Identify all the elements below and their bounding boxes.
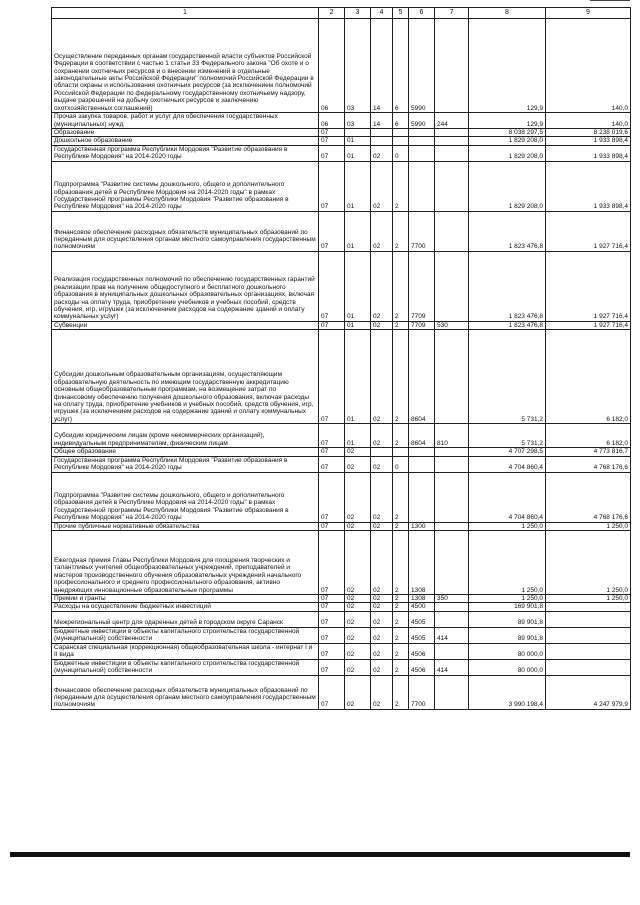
row-value-cell: 01	[345, 161, 371, 211]
header-col-1: 1	[52, 8, 319, 19]
row-value-cell: 4 707 298,5	[469, 448, 546, 456]
row-value-cell: 07	[319, 137, 345, 145]
row-value-cell: 02	[371, 145, 393, 161]
row-value-cell: 01	[345, 211, 371, 251]
row-value-cell: 2	[393, 627, 409, 643]
row-value-cell: 2	[393, 472, 409, 522]
row-value-cell: 06	[319, 113, 345, 129]
row-value-cell: 01	[345, 321, 371, 329]
row-value-cell: 1 829 208,0	[469, 145, 546, 161]
row-name-cell: Саранская специальная (коррекционная) общеобразовательная школа - интернат I и II вида	[52, 643, 319, 659]
row-value-cell	[435, 472, 469, 522]
row-value-cell: 2	[393, 161, 409, 211]
row-name-cell: Бюджетные инвестиции в объекты капитального строительства государственной (муниципальной) собственности	[52, 627, 319, 643]
row-value-cell: 02	[345, 659, 371, 675]
row-value-cell	[409, 472, 435, 522]
row-value-cell: 5 731,2	[469, 330, 546, 424]
row-value-cell: 6	[393, 113, 409, 129]
row-value-cell	[435, 129, 469, 137]
row-value-cell	[546, 643, 631, 659]
row-value-cell: 07	[319, 472, 345, 522]
table-row	[52, 113, 631, 129]
row-value-cell: 01	[345, 137, 371, 145]
row-value-cell: 07	[319, 595, 345, 603]
row-value-cell: 14	[371, 113, 393, 129]
row-value-cell: 02	[345, 643, 371, 659]
table-row	[52, 137, 631, 145]
row-name-cell: Субсидии юридическим лицам (кроме некоммерческих организаций), индивидуальным предпринимателям, физическим лицам	[52, 424, 319, 448]
row-value-cell: 1 829 208,0	[469, 161, 546, 211]
table-row	[52, 19, 631, 113]
row-value-cell: 03	[345, 19, 371, 113]
row-value-cell	[393, 129, 409, 137]
row-value-cell: 414	[435, 627, 469, 643]
row-name-cell: Прочая закупка товаров, работ и услуг для обеспечения государственных (муниципальных) нужд	[52, 113, 319, 129]
row-value-cell: 4 768 176,6	[546, 456, 631, 472]
row-value-cell: 02	[371, 251, 393, 321]
row-value-cell: 1 823 476,8	[469, 251, 546, 321]
row-value-cell: 01	[345, 330, 371, 424]
row-value-cell: 02	[371, 472, 393, 522]
row-value-cell: 02	[371, 211, 393, 251]
row-value-cell: 02	[345, 472, 371, 522]
row-value-cell: 1300	[409, 522, 435, 530]
row-name-cell: Общее образование	[52, 448, 319, 456]
row-name-cell: Государственная программа Республики Мордовия "Развитие образования в Республике Мордовия" на 2014-2020 годы	[52, 456, 319, 472]
row-value-cell: 5 731,2	[469, 424, 546, 448]
row-value-cell: 07	[319, 145, 345, 161]
table-row	[52, 424, 631, 448]
row-value-cell	[393, 448, 409, 456]
row-name-cell: Дошкольное образование	[52, 137, 319, 145]
row-value-cell: 1 250,0	[469, 531, 546, 595]
table-row	[52, 603, 631, 611]
row-name-cell: Осуществление переданных органам государственной власти субъектов Российской Федерации в соответствии с частью 1 статьи 33 Федерального закона "Об охоте и о сохранении охотничьих ресурсов и о внесении изменений в отдельные законодательные акты Российской Федерации" полномочий Российской Федерации в области охраны и использования охотничьих ресурсов (за исключением полномочий Российской Федерации по федеральному государственному охотничьему надзору, выдаче разрешений на добычу охотничьих ресурсов и заключению охотхозяйственных соглашений)	[52, 19, 319, 113]
bottom-rule	[10, 852, 630, 857]
row-value-cell: 4505	[409, 627, 435, 643]
row-value-cell: 07	[319, 448, 345, 456]
row-value-cell: 4 768 176,6	[546, 472, 631, 522]
row-value-cell	[435, 211, 469, 251]
row-value-cell: 02	[371, 643, 393, 659]
top-rule	[590, 0, 630, 4]
row-value-cell	[435, 522, 469, 530]
row-value-cell: 02	[371, 611, 393, 627]
row-value-cell: 02	[371, 456, 393, 472]
row-value-cell	[546, 627, 631, 643]
row-value-cell: 02	[345, 595, 371, 603]
row-name-cell: Бюджетные инвестиции в объекты капитального строительства государственной (муниципальной) собственности	[52, 659, 319, 675]
row-value-cell: 07	[319, 603, 345, 611]
row-value-cell: 02	[345, 627, 371, 643]
row-name-cell: Государственная программа Республики Мордовия "Развитие образования в Республике Мордовия" на 2014-2020 годы	[52, 145, 319, 161]
row-value-cell: 02	[345, 531, 371, 595]
row-value-cell	[546, 603, 631, 611]
row-value-cell: 4500	[409, 603, 435, 611]
row-value-cell: 07	[319, 330, 345, 424]
row-value-cell	[435, 531, 469, 595]
table-row	[52, 627, 631, 643]
row-value-cell: 1 933 898,4	[546, 137, 631, 145]
row-value-cell: 02	[371, 161, 393, 211]
row-value-cell	[435, 145, 469, 161]
table-row	[52, 675, 631, 709]
row-value-cell: 2	[393, 531, 409, 595]
table-row	[52, 456, 631, 472]
row-value-cell	[409, 456, 435, 472]
row-value-cell	[409, 448, 435, 456]
row-value-cell	[435, 161, 469, 211]
row-value-cell	[435, 611, 469, 627]
table-row	[52, 251, 631, 321]
row-value-cell	[435, 448, 469, 456]
row-value-cell: 414	[435, 659, 469, 675]
table-row	[52, 472, 631, 522]
row-value-cell: 07	[319, 129, 345, 137]
row-value-cell: 02	[371, 321, 393, 329]
row-value-cell: 07	[319, 522, 345, 530]
row-value-cell: 01	[345, 424, 371, 448]
row-value-cell	[435, 643, 469, 659]
row-value-cell: 07	[319, 211, 345, 251]
row-value-cell: 0	[393, 456, 409, 472]
row-value-cell: 03	[345, 113, 371, 129]
table-row	[52, 659, 631, 675]
row-value-cell: 2	[393, 424, 409, 448]
row-value-cell: 07	[319, 251, 345, 321]
row-name-cell: Реализация государственных полномочий по обеспечению государственных гарантий реализации прав на получение общедоступного и бесплатного дошкольного образования в муниципальных дошкольных образовательных организациях, включая расходы на оплату труда, приобретение учебников и учебных пособий, средств обучения, игр, игрушек (за исключением расходов на содержание зданий и оплату коммунальных услуг)	[52, 251, 319, 321]
row-name-cell: Ежегодная премия Главы Республики Мордовия для поощрения творческих и талантливых учителей общеобразовательных учреждений, преподавателей и мастеров производственного обучения образовательных учреждений начального профессионального и среднего профессионального образования, активно внедряющих инновационные образовательные программы	[52, 531, 319, 595]
row-value-cell: 6	[393, 19, 409, 113]
table-header-row	[52, 8, 631, 19]
row-value-cell: 02	[371, 675, 393, 709]
row-value-cell: 1 250,0	[469, 595, 546, 603]
row-name-cell: Премии и гранты	[52, 595, 319, 603]
row-value-cell	[546, 659, 631, 675]
row-value-cell: 2	[393, 643, 409, 659]
row-value-cell: 80 000,0	[469, 659, 546, 675]
row-value-cell: 8604	[409, 330, 435, 424]
row-value-cell: 02	[371, 603, 393, 611]
row-value-cell: 1 250,0	[546, 595, 631, 603]
row-value-cell: 1 823 476,8	[469, 211, 546, 251]
table-row	[52, 321, 631, 329]
row-value-cell	[435, 19, 469, 113]
row-value-cell: 07	[319, 659, 345, 675]
row-value-cell	[371, 137, 393, 145]
row-value-cell: 07	[319, 675, 345, 709]
row-value-cell: 2	[393, 211, 409, 251]
row-value-cell: 2	[393, 659, 409, 675]
row-name-cell: Подпрограмма "Развитие системы дошкольного, общего и дополнительного образования детей в Республике Мордовия на 2014-2020 годы" в рамках Государственной программы Республики Мордовия "Развитие образования в Республике Мордовия" на 2014-2020 годы	[52, 161, 319, 211]
header-col-3: 3	[345, 8, 371, 19]
header-col-2: 2	[319, 8, 345, 19]
row-value-cell: 4 247 979,9	[546, 675, 631, 709]
header-col-9: 9	[546, 8, 631, 19]
row-value-cell: 4506	[409, 659, 435, 675]
row-value-cell	[409, 145, 435, 161]
row-value-cell: 7709	[409, 321, 435, 329]
row-value-cell: 89 901,8	[469, 627, 546, 643]
row-value-cell: 06	[319, 19, 345, 113]
row-value-cell: 2	[393, 675, 409, 709]
row-value-cell: 350	[435, 595, 469, 603]
row-value-cell: 07	[319, 456, 345, 472]
row-value-cell: 2	[393, 522, 409, 530]
row-name-cell: Финансовое обеспечение расходных обязательств муниципальных образований по переданным для осуществления органам местного самоуправления государственным полномочиям	[52, 675, 319, 709]
row-value-cell: 02	[371, 330, 393, 424]
row-value-cell: 1 250,0	[469, 522, 546, 530]
row-value-cell: 4 704 860,4	[469, 456, 546, 472]
table-row	[52, 161, 631, 211]
row-value-cell: 01	[345, 145, 371, 161]
table-row	[52, 643, 631, 659]
row-value-cell	[409, 137, 435, 145]
row-value-cell: 02	[345, 448, 371, 456]
row-value-cell: 07	[319, 627, 345, 643]
row-value-cell: 02	[345, 522, 371, 530]
row-value-cell: 0	[393, 145, 409, 161]
row-value-cell: 02	[371, 531, 393, 595]
row-value-cell: 1 933 898,4	[546, 161, 631, 211]
row-value-cell: 1 927 716,4	[546, 321, 631, 329]
row-value-cell: 1 927 716,4	[546, 251, 631, 321]
table-row	[52, 330, 631, 424]
row-value-cell: 4505	[409, 611, 435, 627]
row-value-cell: 14	[371, 19, 393, 113]
row-value-cell: 8604	[409, 424, 435, 448]
row-value-cell: 810	[435, 424, 469, 448]
row-value-cell: 01	[345, 251, 371, 321]
row-value-cell: 5990	[409, 19, 435, 113]
row-value-cell: 4506	[409, 643, 435, 659]
row-value-cell: 02	[371, 595, 393, 603]
row-value-cell: 6 182,0	[546, 330, 631, 424]
header-col-6: 6	[409, 8, 435, 19]
table-row	[52, 611, 631, 627]
header-col-7: 7	[435, 8, 469, 19]
row-value-cell: 7709	[409, 251, 435, 321]
row-name-cell: Образование	[52, 129, 319, 137]
row-value-cell: 07	[319, 321, 345, 329]
row-value-cell	[371, 129, 393, 137]
row-value-cell: 07	[319, 611, 345, 627]
row-value-cell: 1 823 476,8	[469, 321, 546, 329]
row-value-cell	[409, 129, 435, 137]
row-value-cell: 4 773 816,7	[546, 448, 631, 456]
row-value-cell: 3 990 198,4	[469, 675, 546, 709]
header-col-5: 5	[393, 8, 409, 19]
row-value-cell: 140,0	[546, 19, 631, 113]
row-name-cell: Субсидии дошкольным образовательным организациям, осуществляющим образовательную деятельность по имеющим государственную аккредитацию основным общеобразовательным программам, на возмещение затрат по финансовому обеспечению получения дошкольного образования, включая расходы на оплату труда, приобретение учебников и учебных пособий, средств обучения, игр, игрушек (за исключением расходов на содержание зданий и оплату коммунальных услуг)	[52, 330, 319, 424]
row-value-cell: 02	[345, 611, 371, 627]
row-value-cell	[435, 603, 469, 611]
row-value-cell: 07	[319, 643, 345, 659]
row-name-cell: Субвенции	[52, 321, 319, 329]
header-col-4: 4	[371, 8, 393, 19]
row-value-cell: 02	[371, 659, 393, 675]
row-value-cell: 02	[345, 675, 371, 709]
row-value-cell	[345, 129, 371, 137]
row-value-cell: 129,9	[469, 19, 546, 113]
row-value-cell: 1 250,0	[546, 522, 631, 530]
row-value-cell	[435, 251, 469, 321]
row-value-cell: 140,0	[546, 113, 631, 129]
row-name-cell: Межрегиональный центр для одаренных детей в городском округе Саранск	[52, 611, 319, 627]
row-name-cell: Прочие публичные нормативные обязательства	[52, 522, 319, 530]
row-value-cell: 530	[435, 321, 469, 329]
row-value-cell	[435, 456, 469, 472]
row-name-cell: Подпрограмма "Развитие системы дошкольного, общего и дополнительного образования детей в Республике Мордовия на 2014-2020 годы" в рамках Государственной программы Республики Мордовия "Развитие образования в Республике Мордовия" на 2014-2020 годы	[52, 472, 319, 522]
row-value-cell: 07	[319, 531, 345, 595]
row-value-cell: 80 000,0	[469, 643, 546, 659]
row-value-cell: 2	[393, 595, 409, 603]
row-value-cell: 1 933 898,4	[546, 145, 631, 161]
row-value-cell: 2	[393, 603, 409, 611]
table-row	[52, 145, 631, 161]
row-value-cell: 7700	[409, 211, 435, 251]
row-value-cell: 1 927 716,4	[546, 211, 631, 251]
table-row	[52, 522, 631, 530]
row-value-cell: 02	[371, 522, 393, 530]
row-value-cell: 02	[371, 627, 393, 643]
row-value-cell: 07	[319, 161, 345, 211]
row-name-cell: Расходы на осуществление бюджетных инвестиций	[52, 603, 319, 611]
row-value-cell: 1 829 208,0	[469, 137, 546, 145]
row-value-cell: 8 238 019,6	[546, 129, 631, 137]
row-value-cell: 02	[345, 603, 371, 611]
row-value-cell: 6 182,0	[546, 424, 631, 448]
row-value-cell: 2	[393, 321, 409, 329]
row-value-cell: 1308	[409, 595, 435, 603]
row-value-cell: 169 901,8	[469, 603, 546, 611]
row-value-cell: 1308	[409, 531, 435, 595]
row-value-cell: 2	[393, 611, 409, 627]
row-value-cell	[409, 161, 435, 211]
row-value-cell	[393, 137, 409, 145]
row-value-cell: 4 704 860,4	[469, 472, 546, 522]
row-value-cell: 2	[393, 330, 409, 424]
row-value-cell	[435, 137, 469, 145]
row-value-cell	[435, 330, 469, 424]
table-row	[52, 595, 631, 603]
row-value-cell: 02	[345, 456, 371, 472]
row-value-cell	[435, 675, 469, 709]
row-value-cell: 8 038 297,5	[469, 129, 546, 137]
row-value-cell: 129,9	[469, 113, 546, 129]
row-value-cell: 244	[435, 113, 469, 129]
table-row	[52, 531, 631, 595]
row-value-cell: 1 250,0	[546, 531, 631, 595]
header-col-8: 8	[469, 8, 546, 19]
row-value-cell: 07	[319, 424, 345, 448]
row-value-cell	[546, 611, 631, 627]
row-name-cell: Финансовое обеспечение расходных обязательств муниципальных образований по переданным для осуществления органам местного самоуправления государственным полномочиям	[52, 211, 319, 251]
table-row	[52, 129, 631, 137]
budget-table	[51, 7, 631, 710]
row-value-cell	[371, 448, 393, 456]
row-value-cell: 2	[393, 251, 409, 321]
row-value-cell: 89 901,8	[469, 611, 546, 627]
row-value-cell: 02	[371, 424, 393, 448]
row-value-cell: 5990	[409, 113, 435, 129]
row-value-cell: 7700	[409, 675, 435, 709]
table-row	[52, 211, 631, 251]
table-row	[52, 448, 631, 456]
